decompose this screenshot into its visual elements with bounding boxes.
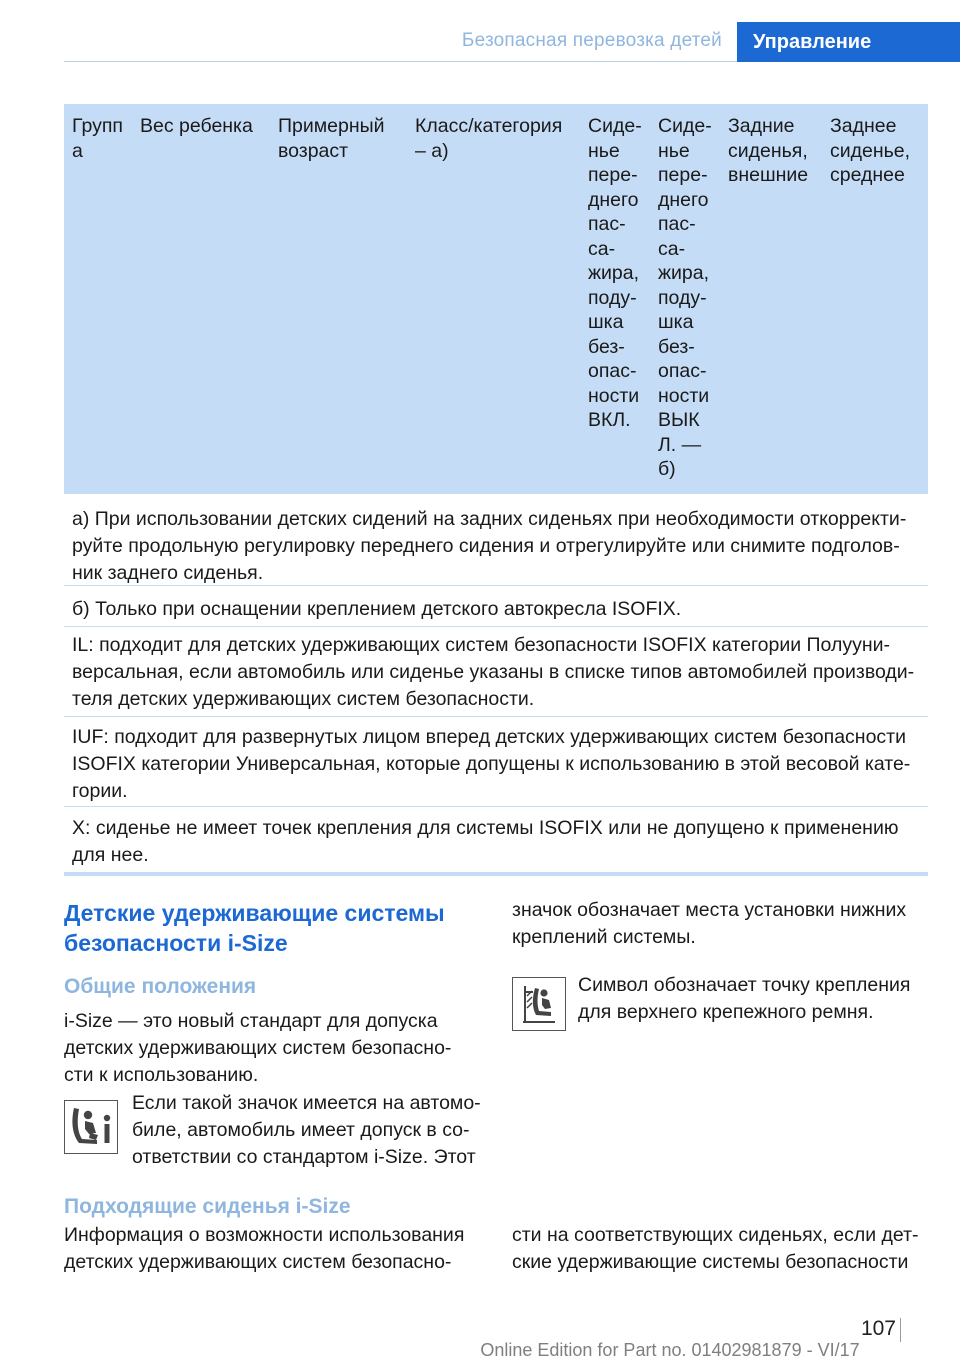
- note-line: ISOFIX категории Универсальная, которые допущены к использованию в этой весовой кате-: [72, 753, 911, 775]
- header-cell-line: ности: [588, 384, 640, 407]
- header-cell-line: пас-: [658, 213, 696, 235]
- note-line: версальная, если автомобиль или сиденье указаны в списке типов автомобилей производи-: [72, 661, 915, 683]
- table-note-a: [64, 506, 928, 587]
- section-heading-isize: Детские удерживающие системы безопасности i-Size: [64, 900, 445, 956]
- col-weight: [140, 114, 272, 139]
- header-cell-line: нье: [658, 139, 690, 162]
- header-cell-line: са-: [588, 237, 616, 260]
- edition-note: Online Edition for Part no. 01402981879 - VI/17: [480, 1340, 860, 1360]
- table-note-b: [64, 596, 928, 623]
- header-cell-line: Заднее: [830, 115, 897, 137]
- header-cell-line: ВКЛ.: [588, 409, 631, 431]
- header-cell-line: без-: [588, 335, 625, 358]
- col-rear-center: [830, 114, 928, 188]
- header-cell-line: возраст: [278, 139, 349, 162]
- note-divider: [64, 716, 928, 717]
- col-front-airbag-off: [658, 114, 720, 482]
- isize-icon-text-continued: значок обозначает места установки нижних креплений системы.: [512, 899, 907, 948]
- intro-paragraph: i-Size — это новый стандарт для допуска детских удерживающих систем безопасно- сти к использованию.: [64, 1010, 452, 1086]
- note-divider: [64, 806, 928, 807]
- header-cell-line: пере-: [658, 164, 708, 186]
- note-divider: [64, 585, 928, 586]
- isize-seat-icon: [64, 1100, 118, 1154]
- isize-icon-text: Если такой значок имеется на автомо- биле, автомобиль имеет допуск в со- ответствии со стандартом i-Size. Этот: [132, 1092, 481, 1168]
- header-cell-line: Сиде-: [588, 115, 642, 137]
- table-note-iuf: [64, 724, 928, 805]
- note-line: гории.: [72, 780, 128, 802]
- col-age: [278, 114, 408, 163]
- table-header: [64, 104, 928, 494]
- header-cell-line: жира,: [588, 262, 640, 284]
- note-divider: [64, 626, 928, 627]
- note-line: IUF: подходит для развернутых лицом вперед детских удерживающих систем безопасности: [72, 726, 906, 748]
- note-line: б) Только при оснащении креплением детского автокресла ISOFIX.: [72, 598, 682, 620]
- note-line: для нее.: [72, 844, 149, 866]
- suitable-seats-text-continued: сти на соответствующих сиденьях, если дет- ские удерживающие системы безопасности: [512, 1224, 919, 1273]
- header-cell-line: шка: [658, 311, 694, 333]
- note-line: X: сиденье не имеет точек крепления для системы ISOFIX или не допущено к применению: [72, 817, 899, 839]
- header-cell-line: а: [72, 139, 83, 162]
- header-cell-line: днего: [588, 188, 639, 211]
- header-cell-line: шка: [588, 311, 624, 333]
- header-cell-line: Вес ребенка: [140, 115, 253, 137]
- header-cell-line: сиденья,: [728, 139, 808, 162]
- header-cell-line: пас-: [588, 213, 626, 235]
- header-cell-line: Л. —: [658, 433, 702, 456]
- suitable-seats-text: Информация о возможности использования детских удерживающих систем безопасно-: [64, 1224, 465, 1273]
- header-cell-line: – а): [415, 139, 449, 162]
- header-cell-line: Задние: [728, 115, 795, 137]
- table-note-x: [64, 815, 928, 869]
- header-rule: [64, 61, 737, 62]
- subheading-suitable-seats: Подходящие сиденья i-Size: [64, 1195, 351, 1218]
- header-cell-line: пере-: [588, 164, 638, 186]
- note-line: IL: подходит для детских удерживающих систем безопасности ISOFIX категории Полууни-: [72, 634, 890, 656]
- note-line: теля детских удерживающих систем безопасности.: [72, 688, 535, 710]
- col-group: [72, 114, 132, 163]
- header-cell-line: б): [658, 458, 676, 480]
- col-rear-outer: [728, 114, 828, 188]
- header-cell-line: ности: [658, 384, 710, 407]
- header-cell-line: днего: [658, 188, 709, 211]
- header-cell-line: среднее: [830, 164, 905, 186]
- header-cell-line: опас-: [658, 360, 707, 382]
- footer-divider: [900, 1318, 901, 1342]
- header-cell-line: Класс/категория: [415, 115, 563, 137]
- header-cell-line: Групп: [72, 115, 123, 137]
- header-cell-line: Примерный: [278, 115, 385, 137]
- header-cell-line: поду-: [588, 286, 637, 309]
- chapter-tab: Управление: [737, 22, 960, 62]
- header-cell-line: без-: [658, 335, 695, 358]
- header-cell-line: поду-: [658, 286, 707, 309]
- table-note-il: [64, 632, 928, 713]
- col-class: [415, 114, 585, 163]
- header-cell-line: внешние: [728, 164, 809, 186]
- page-number: 107: [860, 1317, 896, 1340]
- note-line: руйте продольную регулировку переднего сидения и отрегулируйте или снимите подголов-: [72, 535, 900, 557]
- top-tether-icon: [512, 977, 566, 1031]
- note-line: ник заднего сиденья.: [72, 562, 264, 584]
- table-bottom-rule: [64, 872, 928, 876]
- section-title: Безопасная перевозка детей: [461, 30, 722, 51]
- tether-icon-text: Символ обозначает точку крепления для верхнего крепежного ремня.: [578, 974, 911, 1023]
- header-cell-line: опас-: [588, 360, 637, 382]
- header-cell-line: сиденье,: [830, 139, 911, 162]
- header-cell-line: ВЫК: [658, 409, 700, 431]
- note-line: а) При использовании детских сидений на задних сиденьях при необходимости откорректи-: [72, 508, 907, 530]
- subheading-general: Общие положения: [64, 975, 257, 998]
- col-front-airbag-on: [588, 114, 650, 433]
- header-cell-line: нье: [588, 139, 620, 162]
- header-cell-line: Сиде-: [658, 115, 712, 137]
- header-cell-line: са-: [658, 237, 686, 260]
- page-header: [0, 0, 960, 62]
- header-cell-line: жира,: [658, 262, 710, 284]
